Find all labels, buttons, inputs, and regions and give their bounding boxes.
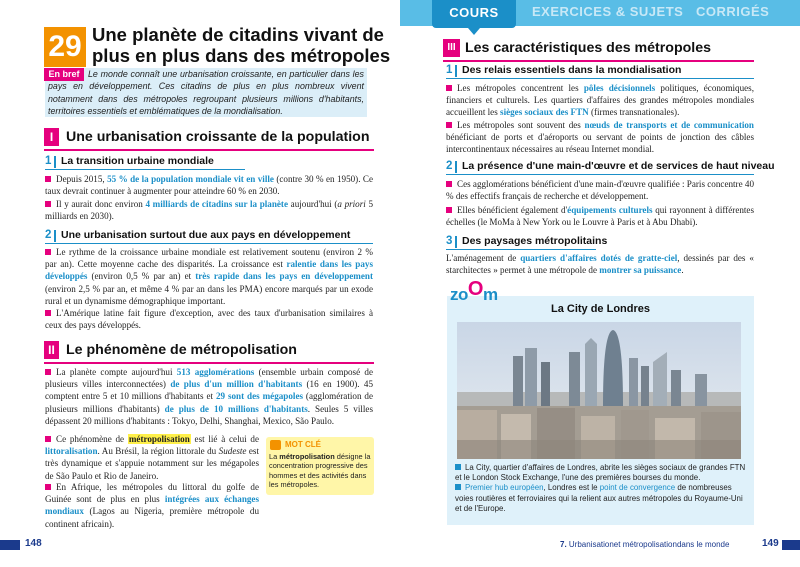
section-3-title: Les caractéristiques des métropoles [465,40,712,56]
subsection-bar [54,230,56,242]
subsection-rule [45,243,373,244]
footer-right-bar [782,540,800,550]
key-icon [270,440,281,450]
paragraph-croissance: Le rythme de la croissance urbaine mondiale est relativement soutenu (environ 2 % par an). Cette moyenne cache des disparités. La croissance est ralentie dans les pays développés (environ 0,5 % par an) et très rapide dans les pays en développement (environ 2,5 % par an, et même 4 % par an dans les PMA) encore marqués par un exode rural et un dynamisme démographique important. [45,247,373,306]
tab-cours[interactable]: COURS [432,0,516,28]
footer-chapter: 7. Urbanisationet métropolisationdans le monde [560,540,730,549]
london-city-photo [457,322,741,459]
paragraph-equipements: Elles bénéficient également d'équipements culturels qui rayonnent à différentes échelles (le MoMa à New York ou le Louvre à Paris et à Abu Dhabi). [446,205,754,228]
bullet-icon [446,181,452,187]
subsection-1-1 [45,154,245,170]
page-number-right: 149 [762,538,779,549]
section-2-header [44,341,374,361]
paragraph-afrique: En Afrique, les métropoles du littoral du golfe de Guinée sont de plus en plus intégrées aux échanges mondiaux (Lagos au Nigeria, première métropole du continent africain). [45,482,260,529]
bullet-icon [455,464,461,470]
chapter-number: 29 [44,27,86,67]
subsection-rule [446,174,754,175]
section-2-title: Le phénomène de métropolisation [66,342,297,358]
chapter-title: Une planète de citadins vivant de plus en plus dans des métropoles [92,24,391,66]
bullet-icon [45,249,51,255]
bullet-icon [455,484,461,490]
section-1-header [44,128,374,148]
subsection-number: 3 [446,235,453,247]
subsection-bar [455,161,457,173]
en-bref-text: Le monde connaît une urbanisation croissante, en particulier dans les pays en développement. Ces citadins de plus en plus nombreux vivent notamment dans des métropoles regroupant plusieurs millions d'habitants, territoires essentiels et emblématiques de la mondialisation. [48,69,364,116]
subsection-3-3 [446,234,608,250]
subsection-bar [54,156,56,168]
subsection-title: Des paysages métropolitains [462,235,608,247]
zoom-logo: zoOm [450,278,498,304]
section-3-rule [443,60,754,62]
paragraph-citadins: Il y aurait donc environ 4 milliards de citadins sur la planète aujourd'hui (a priori 5 milliards en 2030). [45,199,373,222]
section-3-number: III [443,39,460,57]
subsection-rule [446,249,596,250]
bullet-icon [45,436,51,442]
zoom-caption-1: La City, quartier d'affaires de Londres, abrite les sièges sociaux de grandes FTN et le London Stock Exchange, l'une des premières bourses du monde. [455,463,746,483]
paragraph-amerique-latine: L'Amérique latine fait figure d'exception, avec des taux d'urbanisation similaires à ceux des pays développés. [45,308,373,331]
bullet-icon [45,369,51,375]
city-skyline-image [457,322,741,459]
zoom-title: La City de Londres [550,303,651,315]
subsection-number: 2 [45,229,52,241]
mot-cle-title: MOT CLÉ [285,440,321,449]
subsection-title: La présence d'une main-d'œuvre et de services de haut niveau [462,160,775,172]
subsection-1-2 [45,228,373,244]
section-1-number: I [44,128,59,146]
bullet-icon [45,201,51,207]
paragraph-main-oeuvre: Ces agglomérations bénéficient d'une main-d'œuvre qualifiée : Paris concentre 40 % des effectifs français de recherche et développement. [446,179,754,202]
paragraph-paysages: L'aménagement de quartiers d'affaires dotés de gratte-ciel, dessinés par des « starchitectes » permet à une métropole de montrer sa puissance. [446,253,754,276]
zoom-caption-2: Premier hub européen, Londres est le point de convergence de nombreuses voies routières et ferroviaires qui la relient aux autres métropoles du Royaume-Uni et de l'Europe. [455,483,743,513]
bullet-icon [446,85,452,91]
zoom-caption [455,463,747,514]
subsection-title: Des relais essentiels dans la mondialisation [462,64,682,76]
footer-left-bar [0,540,20,550]
tab-corriges[interactable]: CORRIGÉS [696,4,770,19]
subsection-3-2 [446,159,775,175]
subsection-rule [45,169,245,170]
subsection-title: Une urbanisation surtout due aux pays en développement [61,229,351,241]
top-tab-bar [400,0,800,26]
section-1-title: Une urbanisation croissante de la population [66,129,370,145]
mot-cle-text: La métropolisation désigne la concentration progressive des hommes et des activités dans les métropoles. [269,452,371,490]
bullet-icon [45,176,51,182]
section-2-rule [44,362,374,364]
paragraph-noeuds-transport: Les métropoles sont souvent des nœuds de transports et de communication bénéficiant de ports et d'aéroports ou servant de points de jonction des câbles intercontinentaux nécessaires au réseau Internet mondial. [446,120,754,155]
bullet-icon [446,207,452,213]
paragraph-agglomerations: La planète compte aujourd'hui 513 agglomérations (ensemble urbain composé de plusieurs villes interconnectées) de plus d'un million d'habitants (16 en 1900). 45 comptent entre 5 et 10 millions d'habitants et 29 sont des mégapoles (agglomération de plusieurs millions d'habitants) de plus de 10 millions d'habitants. Seules 5 villes dépassent 20 millions d'habitants : Tokyo, Delhi, Shanghai, Mexico, São Paulo. [45,367,373,426]
subsection-bar [455,236,457,248]
subsection-bar [455,65,457,77]
bullet-icon [45,484,51,490]
section-2-number: II [44,341,59,359]
paragraph-littoralisation: Ce phénomène de métropolisation est lié à celui de littoralisation. Au Brésil, la région littorale du Sudeste est très dynamique et s'appuie notamment sur les mégapoles de São Paulo et Rio de Janeiro. [45,434,259,481]
subsection-3-1 [446,63,754,79]
subsection-title: La transition urbaine mondiale [61,155,214,167]
paragraph-poles-decisionnels: Les métropoles concentrent les pôles décisionnels politiques, économiques, financiers et culturels. Les quartiers d'affaires des grandes métropoles mondiales accueillent les sièges sociaux des FTN (firmes transnationales). [446,83,754,118]
en-bref-label: En bref [44,68,84,81]
subsection-rule [446,78,754,79]
section-1-rule [44,149,374,151]
subsection-number: 2 [446,160,453,172]
bullet-icon [446,122,452,128]
page-number-left: 148 [25,538,42,549]
section-3-header [443,39,754,59]
bullet-icon [45,310,51,316]
subsection-number: 1 [446,64,453,76]
subsection-number: 1 [45,155,52,167]
tab-exercices[interactable]: EXERCICES & SUJETS [532,4,684,19]
paragraph-urban-share: Depuis 2015, 55 % de la population mondiale vit en ville (contre 30 % en 1950). Ce taux devrait continuer à augmenter pour atteindre 60 % en 2030. [45,174,373,197]
